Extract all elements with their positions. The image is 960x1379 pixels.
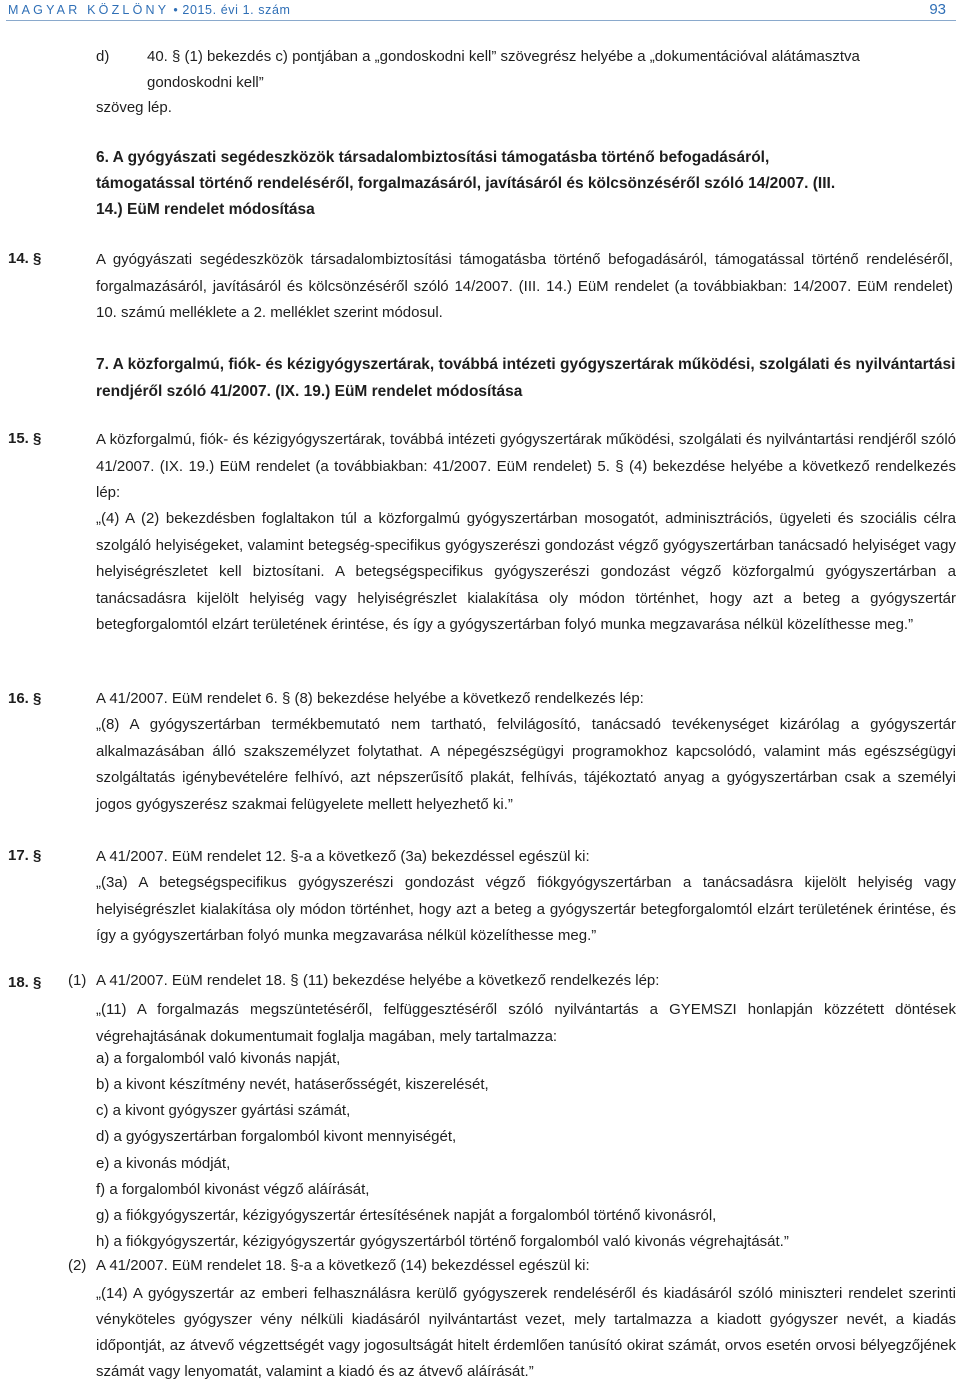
item-d-label: d)	[96, 48, 110, 65]
list-item-f: f) a forgalomból kivonást végző aláírását,	[96, 1181, 370, 1198]
issue-label: 2015. évi 1. szám	[182, 3, 291, 17]
journal-title: MAGYAR KÖZLÖNY	[8, 3, 170, 17]
paragraph-17-text: A 41/2007. EüM rendelet 12. §-a a következő (3a) bekezdéssel egészül ki:	[96, 848, 590, 865]
paragraph-14-text: A gyógyászati segédeszközök társadalombiztosítási támogatásba történő befogadásáról, támogatással történő rendeléséről, forgalmazásáról, javításáról és kölcsönzéséről szóló 14/2007. (III. 14.) EüM rendelet (a továbbiakban: 14/2007. EüM rendelet) 10. számú melléklete a 2. melléklet szerint módosul.	[96, 251, 953, 321]
item-d-line2: gondoskodni kell”	[147, 74, 264, 91]
paragraph-16-number: 16. §	[8, 690, 42, 707]
header-separator: •	[173, 3, 179, 17]
paragraph-16-text: A 41/2007. EüM rendelet 6. § (8) bekezdése helyébe a következő rendelkezés lép:	[96, 690, 644, 707]
paragraph-18-number: 18. §	[8, 974, 42, 991]
paragraph-16-quote: „(8) A gyógyszertárban termékbemutató nem tartható, felvilágosító, tanácsadó tevékenységet kizárólag a gyógyszertár alkalmazásában álló szakszemélyzet folytathat. A népegészségügyi programokhoz kapcsolódó, valamint más egészségügyi szolgáltatás igénybevételére felhívó, azt népszerűsítő plakát, felhívás, tájékoztató anyag a gyógyszertárban csak a személyi jogos gyógyszerész szakmai felügyelete mellett helyezhető ki.”	[96, 716, 956, 813]
list-item-e: e) a kivonás módját,	[96, 1155, 231, 1172]
paragraph-14-number: 14. §	[8, 250, 42, 267]
paragraph-18-sub2-quote: „(14) A gyógyszertár az emberi felhasználásra kerülő gyógyszerek rendeléséről és kiadásáról szóló miniszteri rendelet szerinti vényköteles gyógyszer vény nélküli kiadásáról nyilvántartást vezet, mely tartalmazza a kiadott gyógyszer nevét, a kiadás időpontját, az átvevő végzettségét vagy jogosultságát hitelt érdemlően tanúsító okirat számát, orvos esetén orvosi bélyegzőjének számát vagy lenyomatát, valamint a kiadó és az átvevő aláírását.”	[96, 1285, 956, 1379]
list-item-g: g) a fiókgyógyszertár, kézigyógyszertár értesítésének napját a forgalomból történő kivonásról,	[96, 1207, 717, 1224]
section-6-heading: 6. A gyógyászati segédeszközök társadalombiztosítási támogatásba történő befogadásáról, támogatással történő rendeléséről, forgalmazásáról, javításáról és kölcsönzéséről szóló 14/2007. (III. 14.) EüM rendelet módosítása	[96, 149, 836, 218]
paragraph-15-number: 15. §	[8, 430, 42, 447]
paragraph-18-sub2-label: (2)	[68, 1257, 87, 1274]
list-item-d: d) a gyógyszertárban forgalomból kivont mennyiségét,	[96, 1128, 457, 1145]
paragraph-18-sub1-text: A 41/2007. EüM rendelet 18. § (11) bekezdése helyébe a következő rendelkezés lép:	[96, 972, 660, 989]
list-item-b: b) a kivont készítmény nevét, hatáserősségét, kiszerelését,	[96, 1076, 489, 1093]
item-d-line1: 40. § (1) bekezdés c) pontjában a „gondoskodni kell” szövegrész helyébe a „dokumentációval alátámasztva	[147, 48, 860, 65]
paragraph-15-text: A közforgalmú, fiók- és kézigyógyszertárak, továbbá intézeti gyógyszertárak működési, szolgálati és nyilvántartási rendjéről szóló 41/2007. (IX. 19.) EüM rendelet (a továbbiakban: 41/2007. EüM rendelet) 5. § (4) bekezdése helyébe a következő rendelkezés lép:	[96, 431, 956, 501]
list-item-c: c) a kivont gyógyszer gyártási számát,	[96, 1102, 351, 1119]
paragraph-17-number: 17. §	[8, 847, 42, 864]
paragraph-18-sub1-label: (1)	[68, 972, 87, 989]
header-rule	[6, 20, 956, 21]
section-7-heading: 7. A közforgalmú, fiók- és kézigyógyszertárak, továbbá intézeti gyógyszertárak működési, szolgálati és nyilvántartási rendjéről szóló 41/2007. (IX. 19.) EüM rendelet módosítása	[96, 356, 956, 400]
list-item-h: h) a fiókgyógyszertár, kézigyógyszertár gyógyszertárból történő forgalomból való kivonás végrehajtását.”	[96, 1233, 789, 1250]
running-head	[8, 3, 291, 17]
paragraph-17-quote: „(3a) A betegségspecifikus gyógyszerészi gondozást végző fiókgyógyszertárban a tanácsadásra kijelölt helyiség vagy helyiségrészlet kialakítása oly módon történhet, hogy azt a beteg a gyógyszertár betegforgalomtól elzárt területének érintése, és így a gyógyszertárban folyó munka megzavarása nélkül közelíthesse meg.”	[96, 874, 956, 944]
paragraph-18-sub2-text: A 41/2007. EüM rendelet 18. §-a a következő (14) bekezdéssel egészül ki:	[96, 1257, 590, 1274]
page-number: 93	[929, 1, 946, 18]
item-d-line3: szöveg lép.	[96, 99, 172, 116]
paragraph-15-quote: „(4) A (2) bekezdésben foglaltakon túl a közforgalmú gyógyszertárban mosogatót, adminisztrációs, ügyeleti és szociális célra szolgáló helyiségeket, valamint betegség-specifikus gyógyszerészi gondozást végző gyógyszertárban tanácsadó helyiséget vagy helyiségrészletet kell biztosítani. A betegségspecifikus gyógyszerészi gondozást végző közforgalmú gyógyszertárban a tanácsadásra kijelölt helyiség vagy helyiségrészlet kialakítása oly módon történhet, hogy azt a beteg a gyógyszertár betegforgalomtól elzárt területének érintése, és így a gyógyszertárban folyó munka megzavarása nélkül közelíthesse meg.”	[96, 510, 956, 633]
page-header	[0, 0, 960, 20]
list-item-a: a) a forgalomból való kivonás napját,	[96, 1050, 341, 1067]
paragraph-18-sub1-quote: „(11) A forgalmazás megszüntetéséről, felfüggesztéséről szóló nyilvántartás a GYEMSZI honlapján közzétett döntések végrehajtásának dokumentumait foglalja magában, mely tartalmazza:	[96, 1001, 956, 1045]
